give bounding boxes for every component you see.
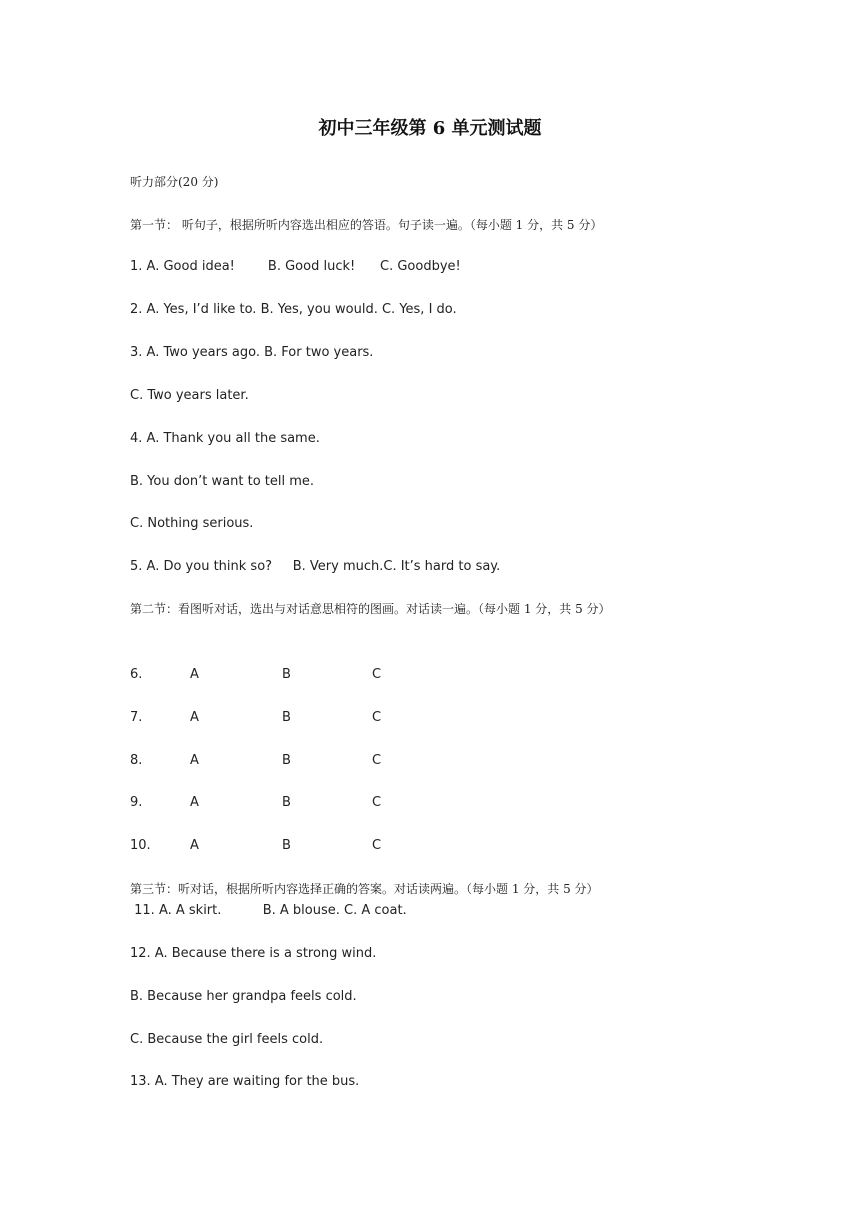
question-line: 13. A. They are waiting for the bus. [130,1074,360,1089]
question-line: 4. A. Thank you all the same. [130,431,320,446]
section-2-heading: 第二节：看图听对话，选出与对话意思相符的图画。对话读一遍。（每小题 1 分，共 5 分） [130,602,611,616]
page-title: 初中三年级第 6 单元测试题 [318,118,542,139]
question-line: B. You don’t want to tell me. [130,474,315,489]
question-number: 10. [130,838,151,853]
option-a: A [190,838,199,853]
question-line: 1. A. Good idea! B. Good luck! C. Goodbye! [130,259,461,274]
option-a: A [190,710,199,725]
option-c: C [372,710,382,725]
option-c: C [372,753,382,768]
option-c: C [372,795,382,810]
option-a: A [190,667,199,682]
section-1-heading: 第一节： 听句子，根据所听内容选出相应的答语。句子读一遍。（每小题 1 分，共 5 分） [130,218,603,232]
option-a: A [190,795,199,810]
question-number: 8. [130,753,143,768]
question-line: B. Because her grandpa feels cold. [130,989,357,1004]
section-3-heading: 第三节：听对话，根据所听内容选择正确的答案。对话读两遍。（每小题 1 分，共 5 分） [130,882,599,896]
question-line: 5. A. Do you think so? B. Very much.C. It’s hard to say. [130,559,501,574]
question-line: C. Nothing serious. [130,516,254,531]
question-line: C. Two years later. [130,388,249,403]
question-line: 12. A. Because there is a strong wind. [130,946,377,961]
option-b: B [282,753,291,768]
question-number: 9. [130,795,143,810]
option-a: A [190,753,199,768]
question-number: 6. [130,667,143,682]
question-line: 11. A. A skirt. B. A blouse. C. A coat. [130,903,407,918]
option-b: B [282,667,291,682]
question-number: 7. [130,710,143,725]
listening-header: 听力部分(20 分) [130,175,219,189]
question-line: C. Because the girl feels cold. [130,1032,324,1047]
option-b: B [282,795,291,810]
option-b: B [282,710,291,725]
option-c: C [372,667,382,682]
question-line: 2. A. Yes, I’d like to. B. Yes, you would. C. Yes, I do. [130,302,457,317]
option-b: B [282,838,291,853]
option-c: C [372,838,382,853]
question-line: 3. A. Two years ago. B. For two years. [130,345,374,360]
